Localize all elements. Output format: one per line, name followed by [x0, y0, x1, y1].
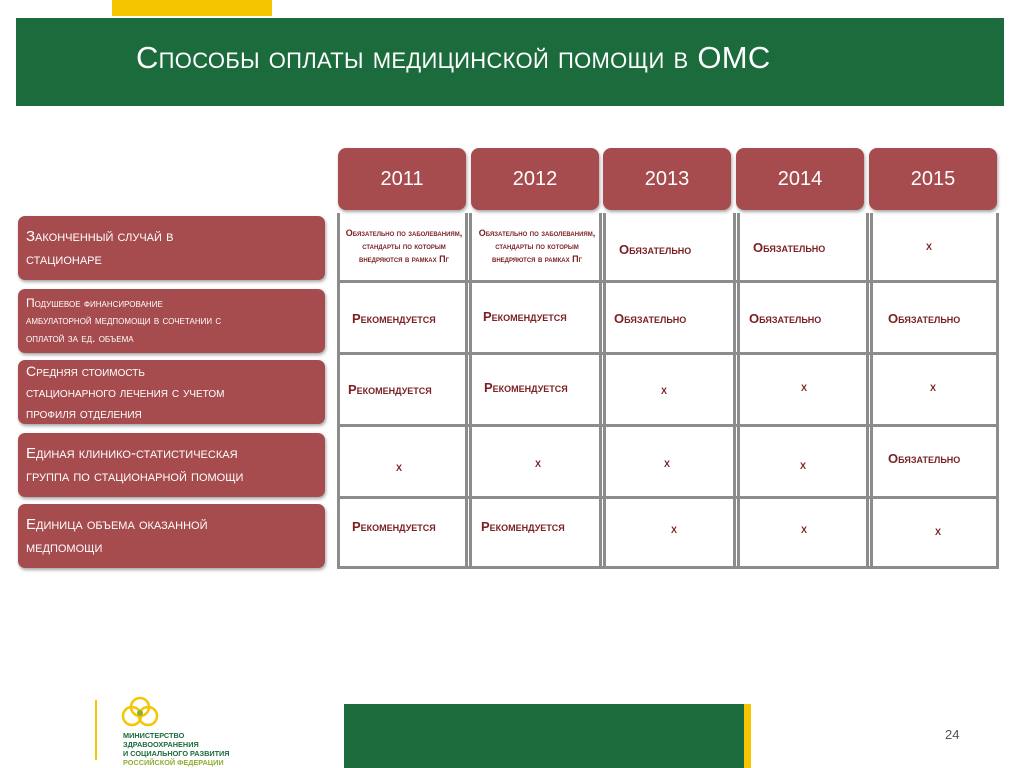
grid-hline	[337, 352, 999, 355]
ministry-line: ЗДРАВООХРАНЕНИЯ	[123, 740, 199, 749]
row-label-line: амбулаторной медпомощи в сочетании с	[26, 313, 222, 328]
year-header-2011: 2011	[338, 148, 466, 210]
page-title: Способы оплаты медицинской помощи в ОМС	[136, 40, 771, 75]
year-header-2014: 2014	[736, 148, 864, 210]
ministry-line: МИНИСТЕРСТВО	[123, 731, 185, 740]
row-label-line: Единая клинико-статистическая	[26, 444, 238, 462]
ministry-name	[123, 731, 230, 767]
row-label-line: стационарного лечения с учетом	[26, 383, 225, 400]
top-accent-bar	[112, 0, 272, 16]
ministry-line: И СОЦИАЛЬНОГО РАЗВИТИЯ	[123, 749, 230, 758]
cell-r0-2011: Обязательно по заболеваниям, стандарты по которым внедряются в рамках Пг	[345, 228, 463, 265]
grid-vline	[337, 213, 340, 569]
row-label-line: медпомощи	[26, 539, 103, 556]
cell-r1-2015: Обязательно	[888, 311, 961, 326]
grid-vline	[469, 213, 472, 569]
year-header-2012: 2012	[471, 148, 599, 210]
cell-r4-2013: х	[671, 521, 678, 536]
cell-r3-2015: Обязательно	[888, 451, 961, 466]
cell-r0-2015: х	[926, 238, 933, 253]
row-label-average-cost	[18, 360, 325, 424]
footer-accent	[744, 704, 751, 768]
cell-r1-2012: Рекомендуется	[483, 309, 567, 324]
grid-vline	[603, 213, 606, 569]
row-label-line: Единица объема оказанной	[26, 515, 208, 533]
cell-r2-2015: х	[930, 379, 937, 394]
year-header-2013: 2013	[603, 148, 731, 210]
cell-r3-2012: х	[535, 455, 542, 470]
cell-r0-2012: Обязательно по заболеваниям, стандарты по которым внедряются в рамках Пг	[478, 228, 596, 265]
grid-hline	[337, 496, 999, 499]
page-number: 24	[945, 727, 960, 742]
cell-r2-2011: Рекомендуется	[348, 382, 432, 397]
grid-hline	[337, 566, 999, 569]
row-label-clinical-group	[18, 433, 325, 497]
row-label-volume-unit	[18, 504, 325, 568]
cell-r1-2014: Обязательно	[749, 311, 822, 326]
cell-r0-2014: Обязательно	[753, 240, 826, 255]
row-label-per-capita	[18, 289, 325, 353]
title-bar	[16, 18, 1004, 106]
logo-divider	[95, 700, 97, 760]
grid-vline	[996, 213, 999, 569]
cell-r0-2013: Обязательно	[619, 242, 692, 257]
cell-r4-2015: х	[935, 523, 942, 538]
ministry-line: РОССИЙСКОЙ ФЕДЕРАЦИИ	[123, 758, 224, 767]
payment-grid	[337, 213, 999, 569]
grid-hline	[337, 280, 999, 283]
grid-vline	[599, 213, 602, 569]
cell-r3-2013: х	[664, 455, 671, 470]
grid-vline	[737, 213, 740, 569]
cell-r2-2014: х	[801, 379, 808, 394]
cell-r3-2014: х	[800, 457, 807, 472]
grid-vline	[866, 213, 869, 569]
row-label-line: группа по стационарной помощи	[26, 468, 244, 485]
row-label-line: Законченный случай в	[26, 227, 174, 245]
cell-r4-2011: Рекомендуется	[352, 519, 436, 534]
grid-vline	[733, 213, 736, 569]
grid-vline	[870, 213, 873, 569]
cell-r2-2012: Рекомендуется	[484, 380, 568, 395]
row-label-completed-case	[18, 216, 325, 280]
footer-bar	[344, 704, 744, 768]
cell-r1-2013: Обязательно	[614, 311, 687, 326]
row-label-line: Подушевое финансирование	[26, 295, 163, 310]
grid-vline	[465, 213, 468, 569]
cell-r4-2012: Рекомендуется	[481, 519, 565, 534]
cell-r2-2013: х	[661, 382, 668, 397]
cell-r4-2014: х	[801, 521, 808, 536]
row-label-line: Средняя стоимость	[26, 362, 145, 379]
ministry-logo-icon	[116, 696, 164, 732]
year-header-2015: 2015	[869, 148, 997, 210]
cell-r1-2011: Рекомендуется	[352, 311, 436, 326]
row-label-line: стационаре	[26, 251, 102, 268]
row-label-line: профиля отделения	[26, 404, 142, 421]
row-label-line: оплатой за ед. объема	[26, 330, 134, 345]
cell-r3-2011: х	[396, 459, 403, 474]
grid-hline	[337, 424, 999, 427]
